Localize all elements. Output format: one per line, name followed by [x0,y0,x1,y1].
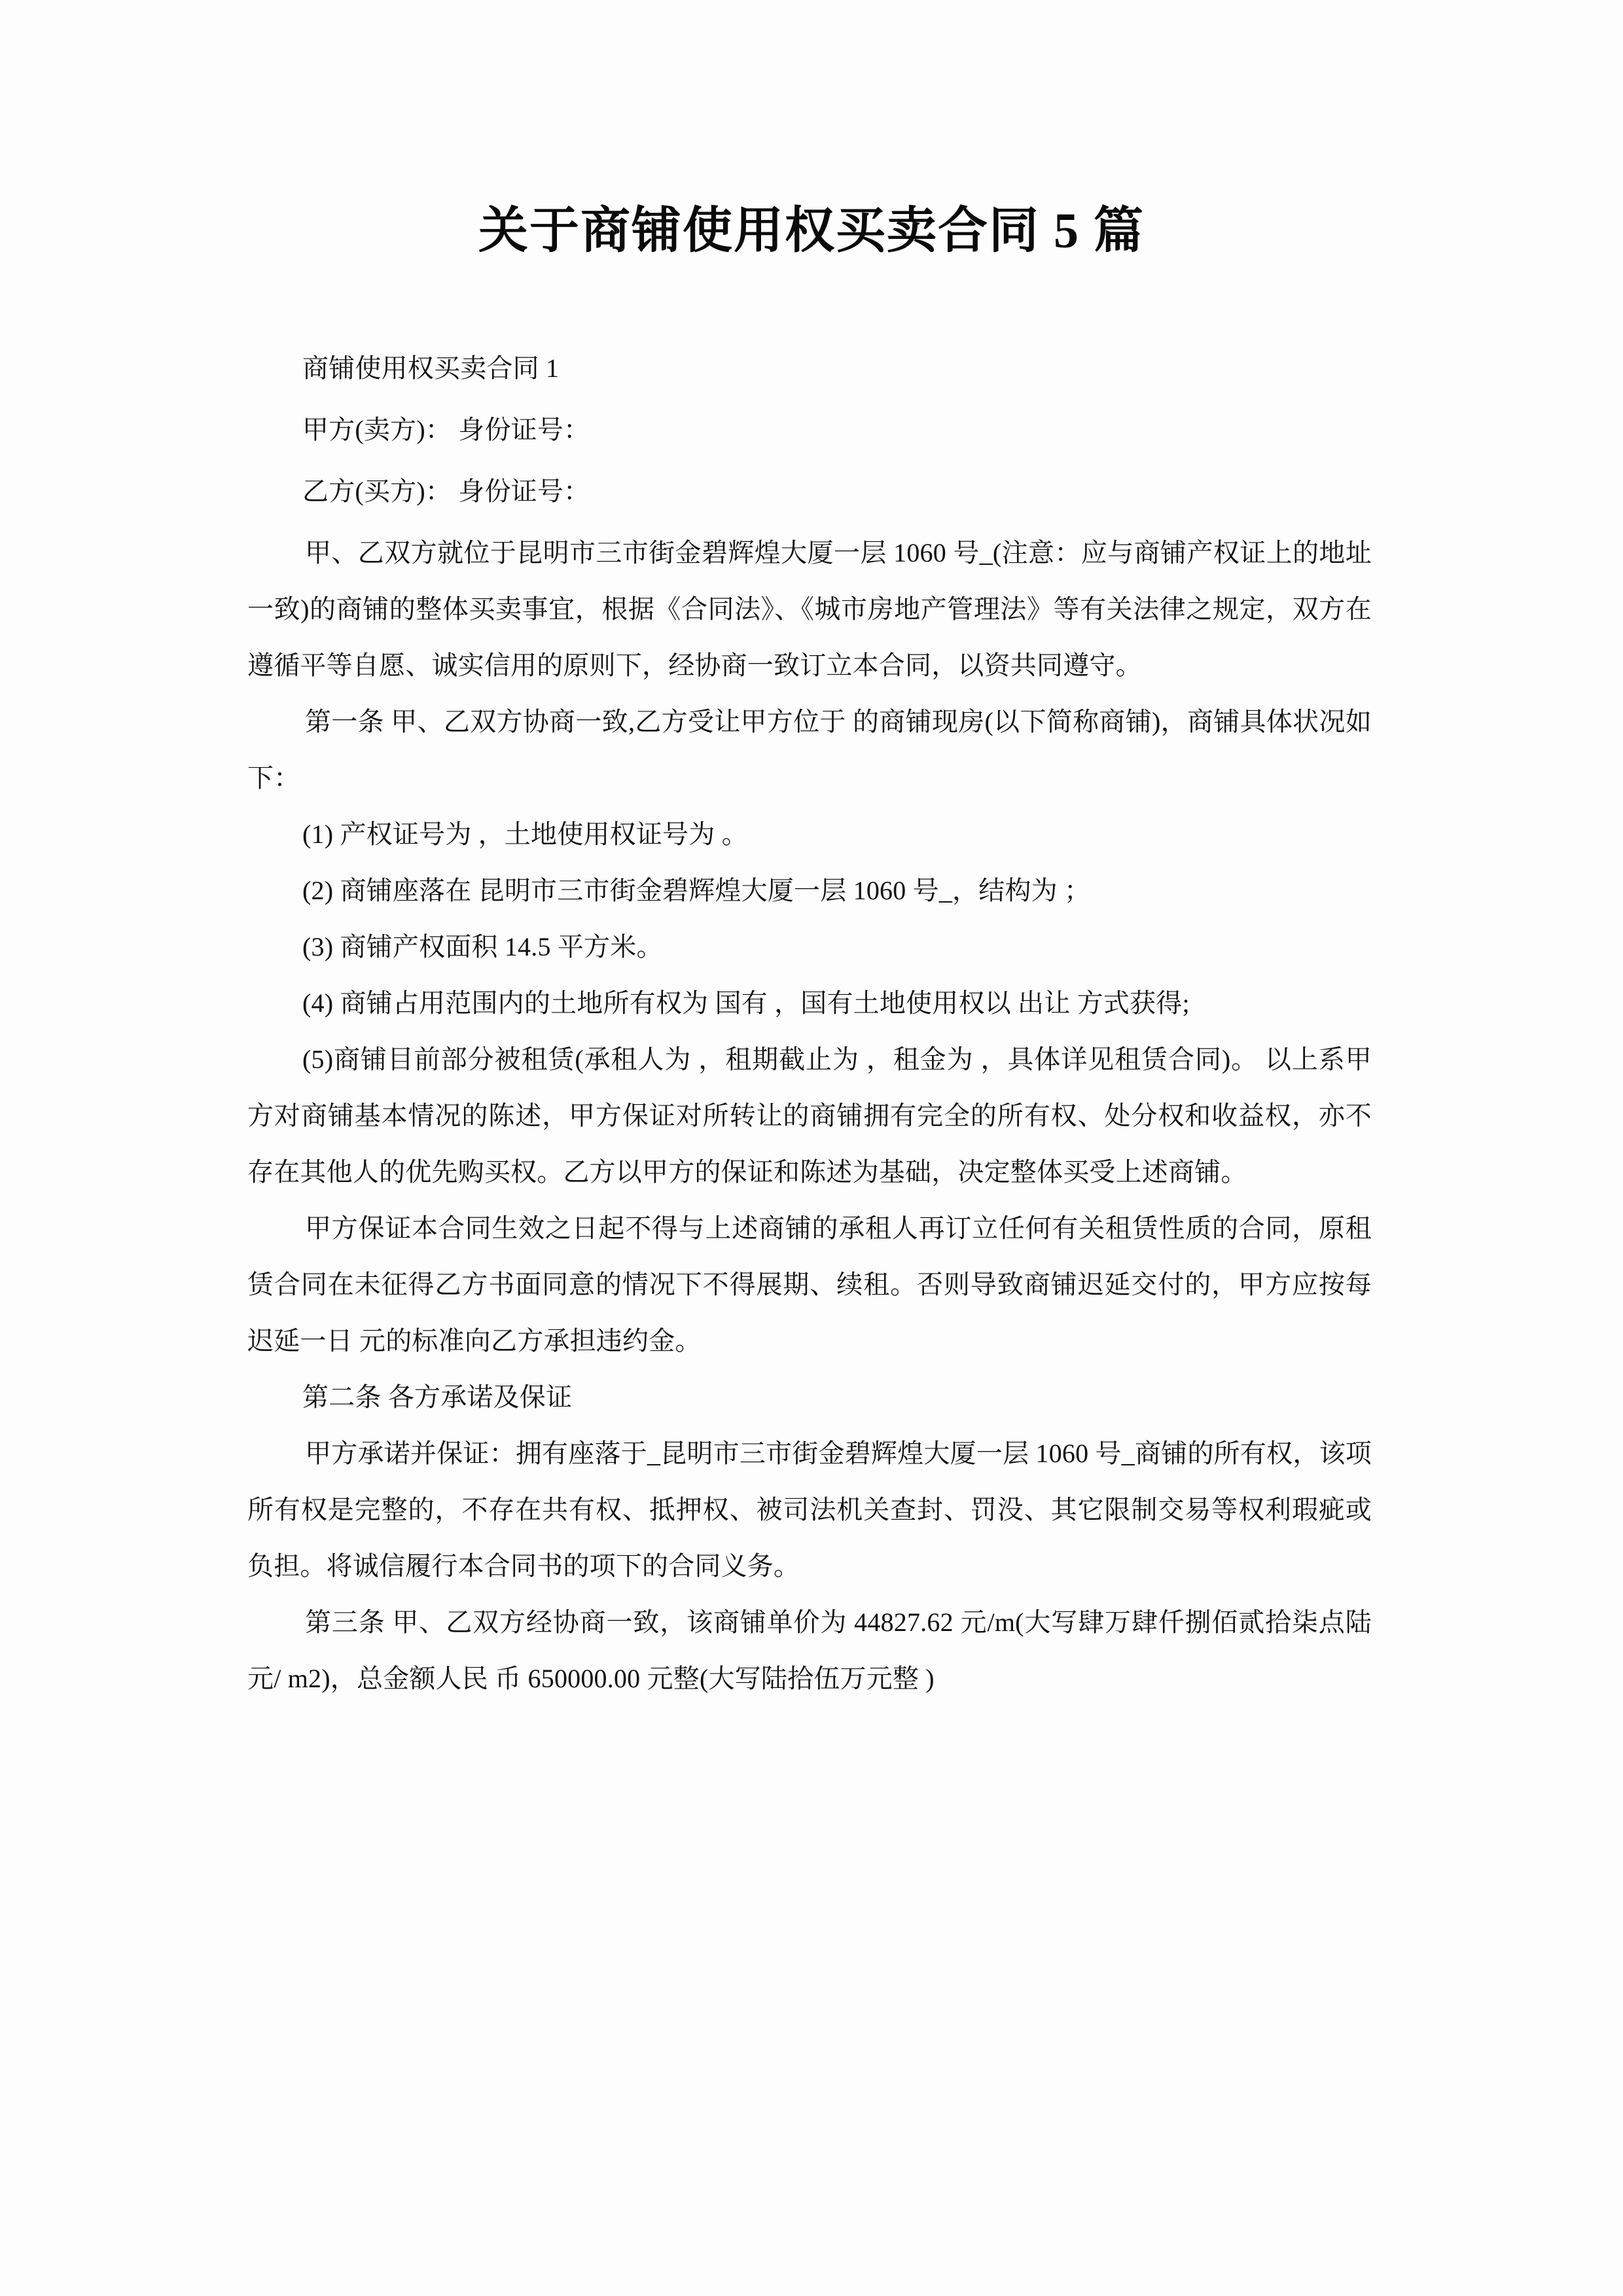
article-2-paragraph: 甲方承诺并保证：拥有座落于_昆明市三市街金碧辉煌大厦一层 1060 号_商铺的所有权，该项所有权是完整的，不存在共有权、抵押权、被司法机关查封、罚没、其它限制交易等权利瑕疵或负担。将诚信履行本合同书的项下的合同义务。 [247,1439,1372,1581]
list-item-5: (5)商铺目前部分被租赁(承租人为 ，租期截止为 ，租金为 ，具体详见租赁合同)。 以上系甲方对商铺基本情况的陈述，甲方保证对所转让的商铺拥有完全的所有权、处分权和收益权，亦不存在其他人的优先购买权。乙方以甲方的保证和陈述为基础，决定整体买受上述商铺。 [247,1045,1372,1187]
party-b-line: 乙方(买方)： 身份证号： [302,476,590,506]
document-body [247,340,1372,1707]
list-item-4: (4) 商铺占用范围内的土地所有权为 国有 ，国有土地使用权以 出让 方式获得; [302,988,1190,1018]
spacer [247,458,1372,463]
list-item-3: (3) 商铺产权面积 14.5 平方米。 [302,932,663,961]
list-item-2: (2) 商铺座落在 昆明市三市街金碧辉煌大厦一层 1060 号_，结构为 ； [302,876,1091,905]
guarantee-paragraph: 甲方保证本合同生效之日起不得与上述商铺的承租人再订立任何有关租赁性质的合同，原租赁合同在未征得乙方书面同意的情况下不得展期、续租。否则导致商铺迟延交付的，甲方应按每迟延一日 元的标准向乙方承担违约金。 [247,1213,1372,1355]
spacer [247,520,1372,525]
spacer [247,397,1372,402]
article-3-paragraph: 第三条 甲、乙双方经协商一致，该商铺单价为 44827.62 元/m(大写肆万肆仟捌佰贰拾柒点陆元/ m2)，总金额人民 币 650000.00 元整(大写陆拾伍万元整 ) [247,1607,1372,1693]
article-1-paragraph: 第一条 甲、乙双方协商一致,乙方受让甲方位于 的商铺现房(以下简称商铺)，商铺具体状况如下： [247,707,1372,793]
preamble-paragraph: 甲、乙双方就位于昆明市三市街金碧辉煌大厦一层 1060 号_(注意：应与商铺产权证上的地址一致)的商铺的整体买卖事宜，根据《合同法》、《城市房地产管理法》等有关法律之规定，双方在遵循平等自愿、诚实信用的原则下，经协商一致订立本合同，以资共同遵守。 [247,538,1372,680]
list-item-1: (1) 产权证号为 ，土地使用权证号为 。 [302,819,748,849]
page-title: 关于商铺使用权买卖合同 5 篇 [478,203,1145,259]
section-heading: 商铺使用权买卖合同 1 [302,353,560,383]
party-a-line: 甲方(卖方)： 身份证号： [302,415,590,444]
article-2-heading: 第二条 各方承诺及保证 [302,1382,573,1412]
